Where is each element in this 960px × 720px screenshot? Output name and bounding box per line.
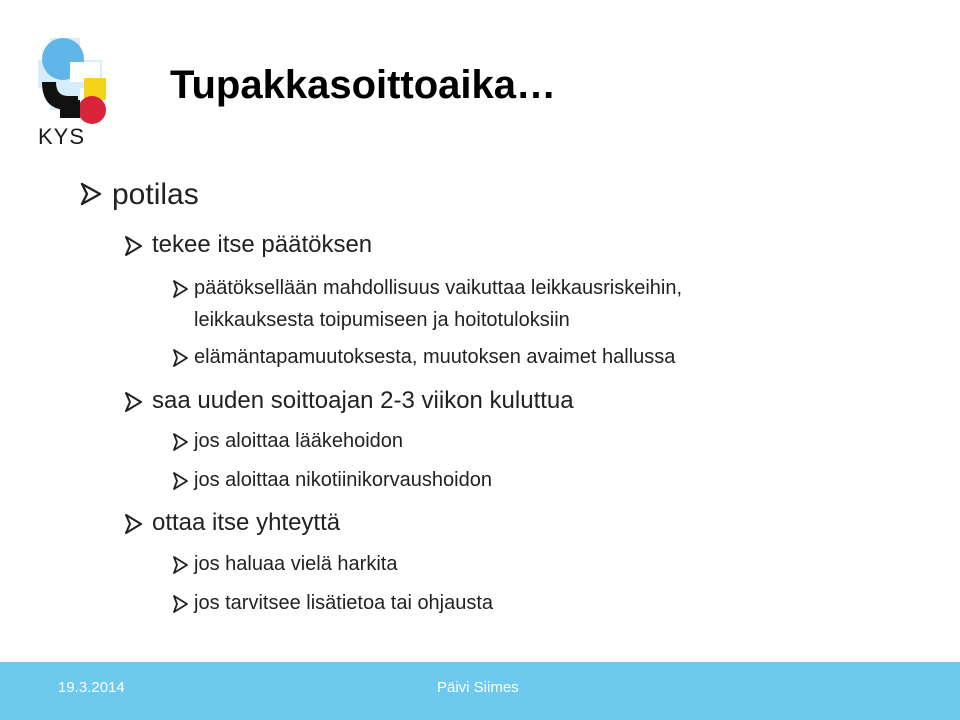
bullet-ottaa-yhteytta <box>124 509 340 537</box>
arrow-bullet-icon <box>124 231 144 259</box>
arrow-bullet-icon <box>80 178 104 208</box>
arrow-bullet-icon <box>172 272 190 304</box>
slide-title: Tupakkasoittoaika… <box>170 63 557 107</box>
bullet-tekee <box>124 231 372 259</box>
bullet-saa-uuden <box>124 387 574 415</box>
bullet-text: elämäntapamuutoksesta, muutoksen avaimet hallussa <box>194 346 676 368</box>
bullet-text: ottaa itse yhteyttä <box>152 509 341 536</box>
arrow-bullet-icon <box>172 341 190 373</box>
bullet-paatoksellaan <box>172 272 682 304</box>
bullet-text: jos aloittaa lääkehoidon <box>194 430 404 452</box>
bullet-text: tekee itse päätöksen <box>152 231 373 258</box>
bullet-nikotiini <box>172 464 492 496</box>
footer-date: 19.3.2014 <box>58 679 125 696</box>
bullet-elamantapa <box>172 341 675 373</box>
bullet-laakehoito <box>172 425 403 457</box>
bullet-text: leikkauksesta toipumiseen ja hoitotuloksiin <box>194 309 570 331</box>
footer-bar <box>0 662 960 720</box>
bullet-text: jos tarvitsee lisätietoa tai ohjausta <box>194 592 494 614</box>
arrow-bullet-icon <box>172 425 190 457</box>
arrow-bullet-icon <box>172 587 190 619</box>
bullet-text: jos haluaa vielä harkita <box>194 553 398 575</box>
bullet-potilas <box>80 178 199 212</box>
bullet-text: saa uuden soittoajan 2-3 viikon kuluttua <box>152 387 574 414</box>
bullet-text: potilas <box>112 178 199 211</box>
logo-text: KYS <box>38 124 86 149</box>
bullet-text: jos aloittaa nikotiinikorvaushoidon <box>194 469 492 491</box>
bullet-text: päätöksellään mahdollisuus vaikuttaa leikkausriskeihin, <box>194 277 683 299</box>
footer-author: Päivi Siimes <box>437 679 519 696</box>
arrow-bullet-icon <box>172 464 190 496</box>
bullet-harkita <box>172 548 397 580</box>
arrow-bullet-icon <box>124 387 144 415</box>
bullet-lisatietoa <box>172 587 493 619</box>
bullet-continuation <box>194 304 570 336</box>
arrow-bullet-icon <box>124 509 144 537</box>
arrow-bullet-icon <box>172 548 190 580</box>
